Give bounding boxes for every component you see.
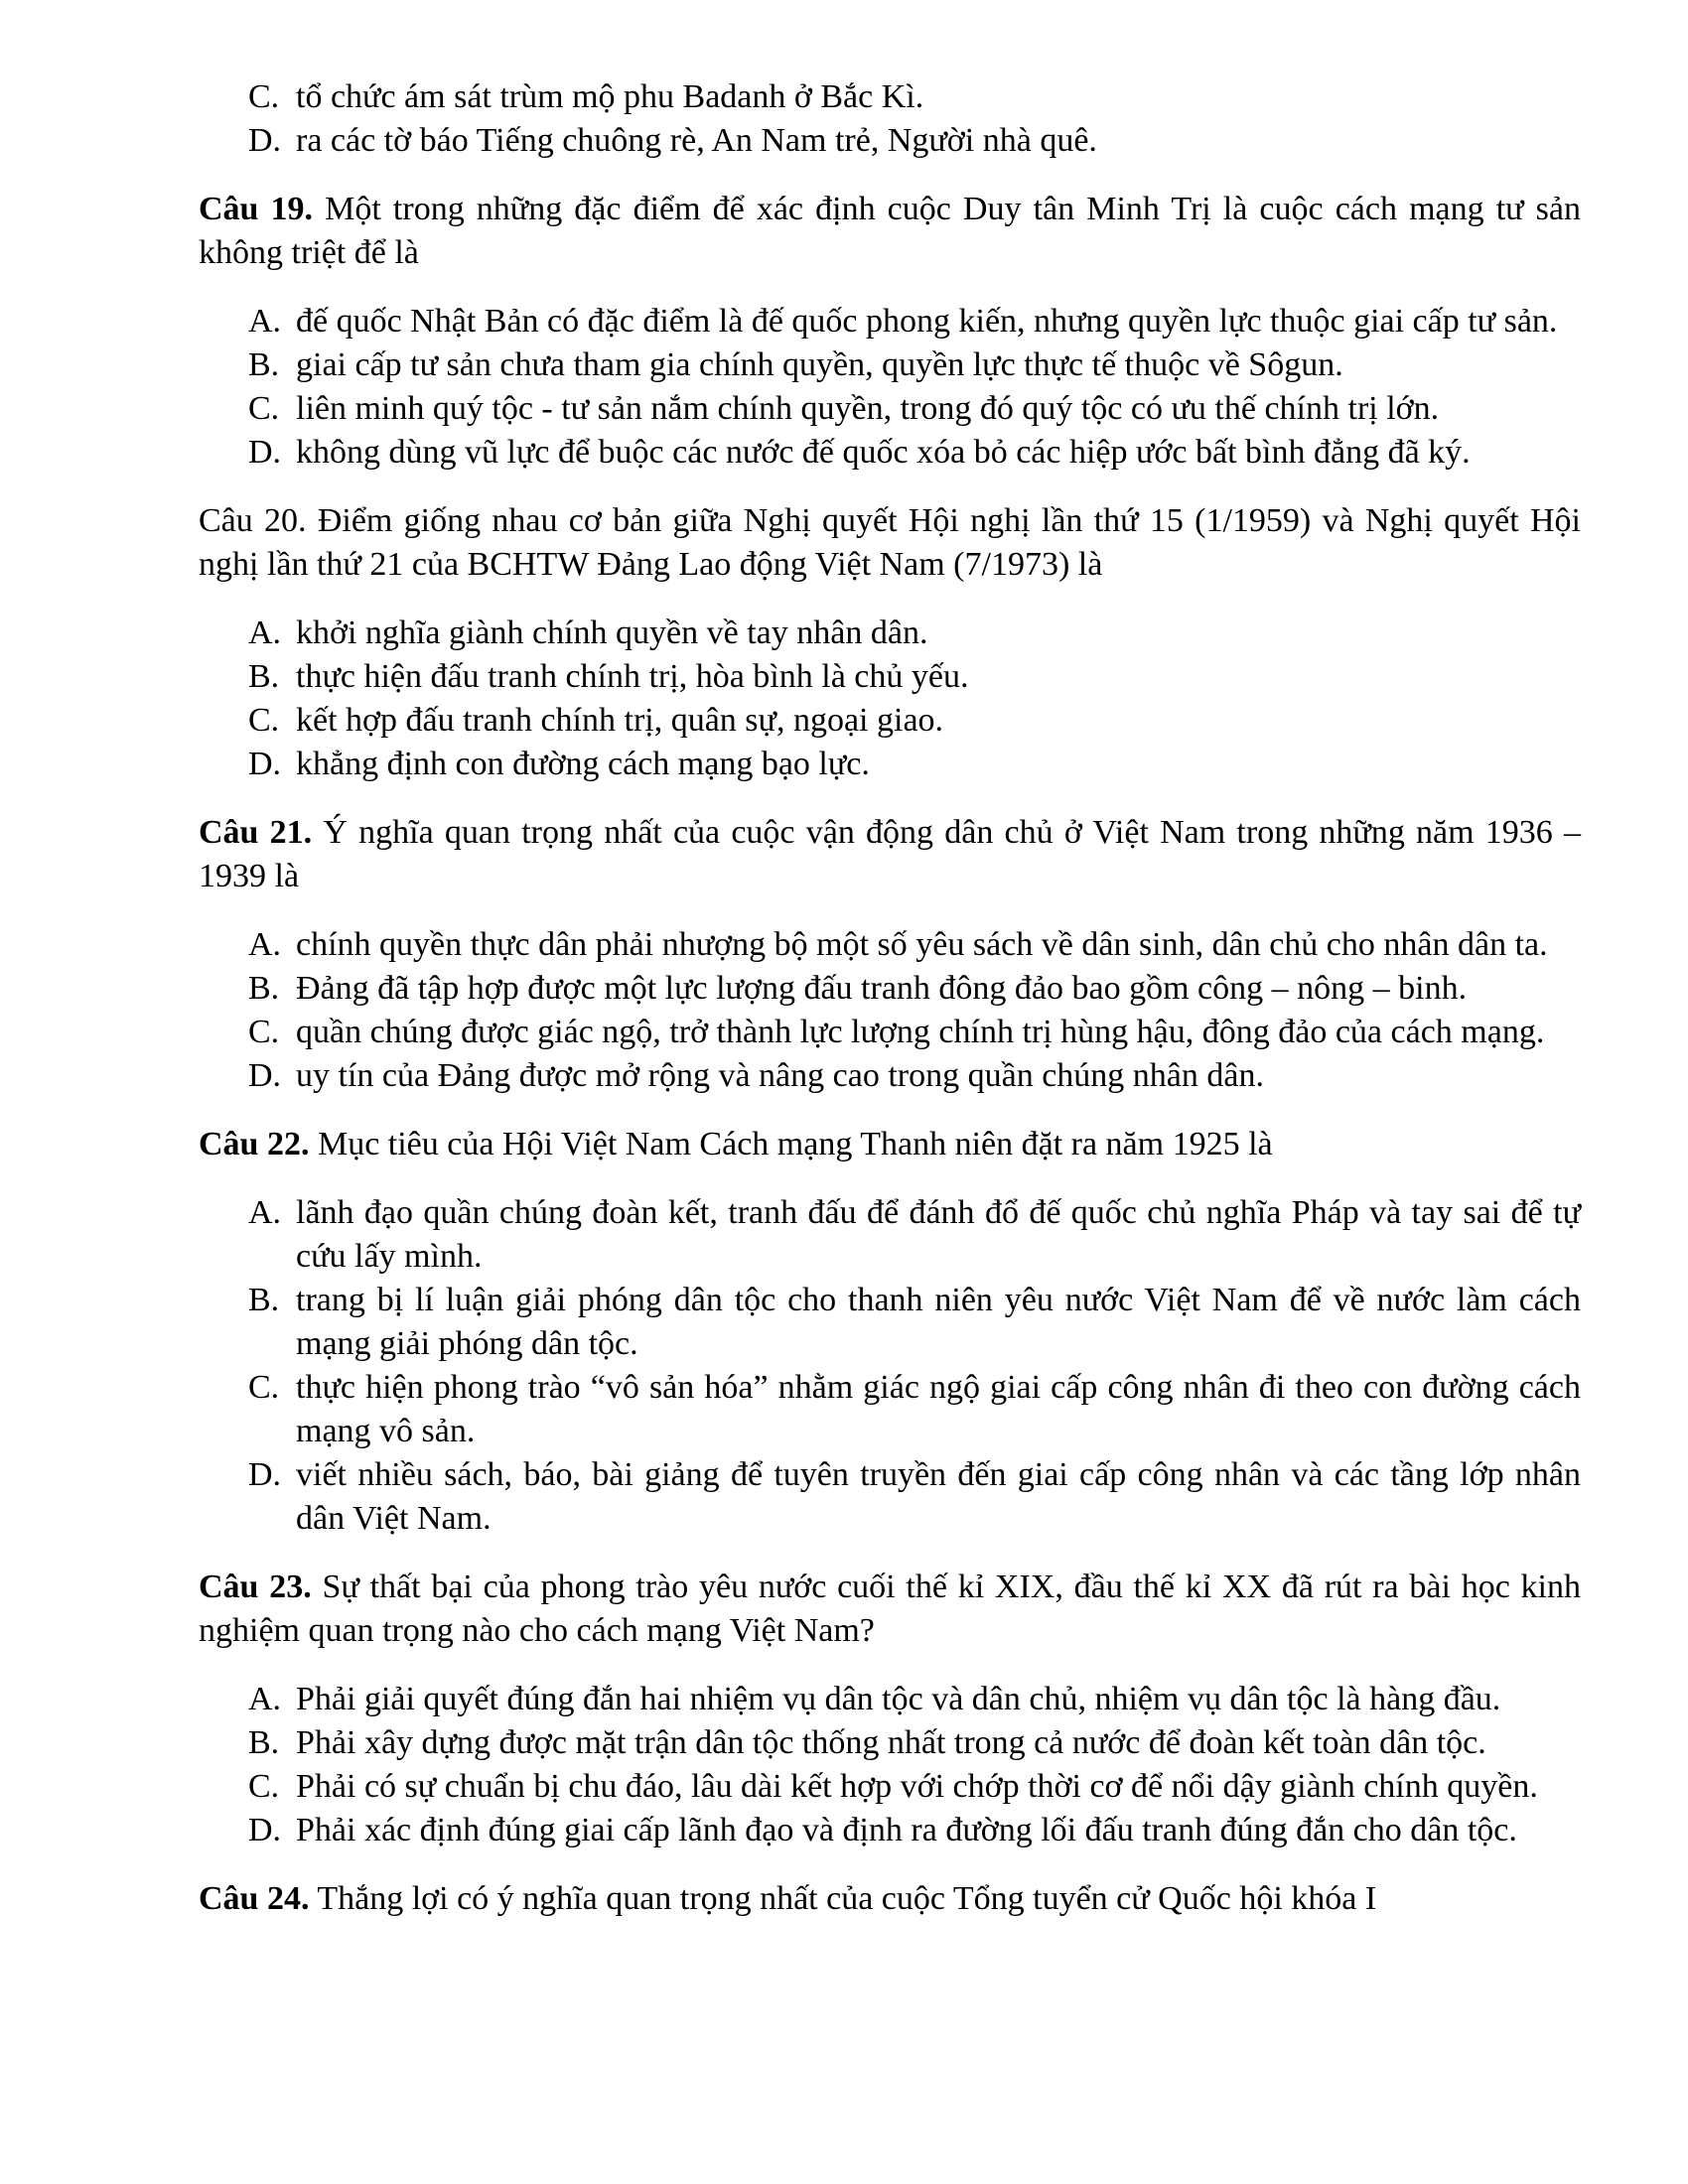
option-key: A.: [248, 1194, 282, 1231]
question-list: [199, 188, 1581, 1921]
option-key: A.: [248, 614, 282, 651]
option-text: quần chúng được giác ngộ, trở thành lực lượng chính trị hùng hậu, đông đảo của cách mạng.: [296, 1014, 1545, 1050]
answer-option: [248, 1191, 1581, 1279]
option-key: D.: [248, 1456, 282, 1493]
question-text: Mục tiêu của Hội Việt Nam Cách mạng Thanh niên đặt ra năm 1925 là: [309, 1126, 1273, 1162]
option-key: D.: [248, 122, 282, 159]
option-key: C.: [248, 702, 280, 739]
option-key: A.: [248, 1681, 282, 1717]
answer-option: [248, 1765, 1581, 1809]
question-stem: [199, 1566, 1581, 1653]
answer-options: [199, 1191, 1581, 1541]
document-page: [199, 75, 1581, 1921]
answer-option: [248, 1721, 1581, 1765]
option-key: A.: [248, 303, 282, 340]
answer-option: [248, 655, 1581, 699]
option-text: trang bị lí luận giải phóng dân tộc cho thanh niên yêu nước Việt Nam để về nước làm cách mạng giải phóng dân tộc.: [296, 1282, 1581, 1362]
carryover-options: [199, 75, 1581, 163]
option-text: đế quốc Nhật Bản có đặc điểm là đế quốc phong kiến, nhưng quyền lực thuộc giai cấp tư sản.: [296, 303, 1558, 340]
option-key: D.: [248, 434, 282, 471]
answer-option: [248, 612, 1581, 655]
option-text: Phải có sự chuẩn bị chu đáo, lâu dài kết hợp với chớp thời cơ để nổi dậy giành chính quyền.: [296, 1768, 1538, 1805]
option-key: D.: [248, 746, 282, 782]
question-number: Câu 24.: [199, 1880, 310, 1917]
question-number: Câu 22.: [199, 1126, 310, 1162]
question-number: Câu 23.: [199, 1569, 312, 1605]
option-text: giai cấp tư sản chưa tham gia chính quyền, quyền lực thực tế thuộc về Sôgun.: [296, 346, 1343, 383]
option-key: A.: [248, 926, 282, 963]
answer-option: [248, 431, 1581, 475]
answer-options: [199, 300, 1581, 475]
option-key: C.: [248, 78, 280, 115]
option-text: lãnh đạo quần chúng đoàn kết, tranh đấu để đánh đổ đế quốc chủ nghĩa Pháp và tay sai để tự cứu lấy mình.: [296, 1194, 1581, 1275]
option-text: thực hiện phong trào “vô sản hóa” nhằm giác ngộ giai cấp công nhân đi theo con đường cách mạng vô sản.: [296, 1369, 1581, 1449]
question-stem: [199, 811, 1581, 898]
answer-options: [199, 612, 1581, 786]
option-text: không dùng vũ lực để buộc các nước đế quốc xóa bỏ các hiệp ước bất bình đẳng đã ký.: [296, 434, 1471, 471]
option-text: Phải xây dựng được mặt trận dân tộc thống nhất trong cả nước để đoàn kết toàn dân tộc.: [296, 1724, 1486, 1761]
answer-option: [248, 743, 1581, 786]
question-stem: [199, 1877, 1581, 1921]
option-key: D.: [248, 1812, 282, 1848]
option-text: liên minh quý tộc - tư sản nắm chính quyền, trong đó quý tộc có ưu thế chính trị lớn.: [296, 390, 1440, 427]
question-text: Thắng lợi có ý nghĩa quan trọng nhất của cuộc Tổng tuyển cử Quốc hội khóa I: [309, 1880, 1377, 1917]
option-text: uy tín của Đảng được mở rộng và nâng cao trong quần chúng nhân dân.: [296, 1057, 1264, 1094]
answer-option: [248, 967, 1581, 1011]
answer-option: [248, 1809, 1581, 1852]
answer-option: [248, 1279, 1581, 1366]
answer-option: [248, 923, 1581, 967]
option-key: B.: [248, 1282, 280, 1318]
question-stem: [199, 1123, 1581, 1166]
answer-option: [248, 699, 1581, 743]
option-text: chính quyền thực dân phải nhượng bộ một số yêu sách về dân sinh, dân chủ cho nhân dân ta.: [296, 926, 1548, 963]
answer-option: [248, 1054, 1581, 1098]
answer-options: [199, 1678, 1581, 1852]
answer-option: [248, 1453, 1581, 1541]
option-key: C.: [248, 1369, 280, 1406]
question-stem: [199, 188, 1581, 275]
answer-option: [248, 343, 1581, 387]
option-text: thực hiện đấu tranh chính trị, hòa bình là chủ yếu.: [296, 658, 969, 695]
question-text: Một trong những đặc điểm để xác định cuộc Duy tân Minh Trị là cuộc cách mạng tư sản không triệt để là: [199, 191, 1581, 271]
answer-options: [199, 923, 1581, 1098]
option-text: ra các tờ báo Tiếng chuông rè, An Nam trẻ, Người nhà quê.: [296, 122, 1097, 159]
option-text: Phải giải quyết đúng đắn hai nhiệm vụ dân tộc và dân chủ, nhiệm vụ dân tộc là hàng đầu.: [296, 1681, 1501, 1717]
option-c: [248, 75, 1581, 119]
question-number: Câu 19.: [199, 191, 314, 227]
answer-option: [248, 1366, 1581, 1453]
answer-option: [248, 387, 1581, 431]
option-text: viết nhiều sách, báo, bài giảng để tuyên truyền đến giai cấp công nhân và các tầng lớp nhân dân Việt Nam.: [296, 1456, 1581, 1537]
question-text: Điểm giống nhau cơ bản giữa Nghị quyết Hội nghị lần thứ 15 (1/1959) và Nghị quyết Hội nghị lần thứ 21 của BCHTW Đảng Lao động Việt Nam (7/1973) là: [199, 502, 1581, 583]
option-text: Phải xác định đúng giai cấp lãnh đạo và định ra đường lối đấu tranh đúng đắn cho dân tộc.: [296, 1812, 1517, 1848]
option-text: tổ chức ám sát trùm mộ phu Badanh ở Bắc Kì.: [296, 78, 924, 115]
option-key: D.: [248, 1057, 282, 1094]
option-key: B.: [248, 970, 280, 1007]
option-key: B.: [248, 346, 280, 383]
answer-option: [248, 1678, 1581, 1721]
option-text: khẳng định con đường cách mạng bạo lực.: [296, 746, 870, 782]
question-stem: [199, 499, 1581, 587]
question-number: Câu 20.: [199, 502, 307, 539]
answer-option: [248, 300, 1581, 343]
option-key: C.: [248, 1768, 280, 1805]
option-text: kết hợp đấu tranh chính trị, quân sự, ngoại giao.: [296, 702, 944, 739]
question-text: Sự thất bại của phong trào yêu nước cuối thế kỉ XIX, đầu thế kỉ XX đã rút ra bài học kinh nghiệm quan trọng nào cho cách mạng Việt Nam?: [199, 1569, 1581, 1649]
option-text: Đảng đã tập hợp được một lực lượng đấu tranh đông đảo bao gồm công – nông – binh.: [296, 970, 1468, 1007]
option-d: [248, 119, 1581, 163]
option-key: B.: [248, 1724, 280, 1761]
option-key: C.: [248, 1014, 280, 1050]
option-key: C.: [248, 390, 280, 427]
option-text: khởi nghĩa giành chính quyền về tay nhân dân.: [296, 614, 928, 651]
answer-option: [248, 1011, 1581, 1054]
question-number: Câu 21.: [199, 814, 313, 851]
option-key: B.: [248, 658, 280, 695]
question-text: Ý nghĩa quan trọng nhất của cuộc vận động dân chủ ở Việt Nam trong những năm 1936 – 1939 là: [199, 814, 1582, 894]
